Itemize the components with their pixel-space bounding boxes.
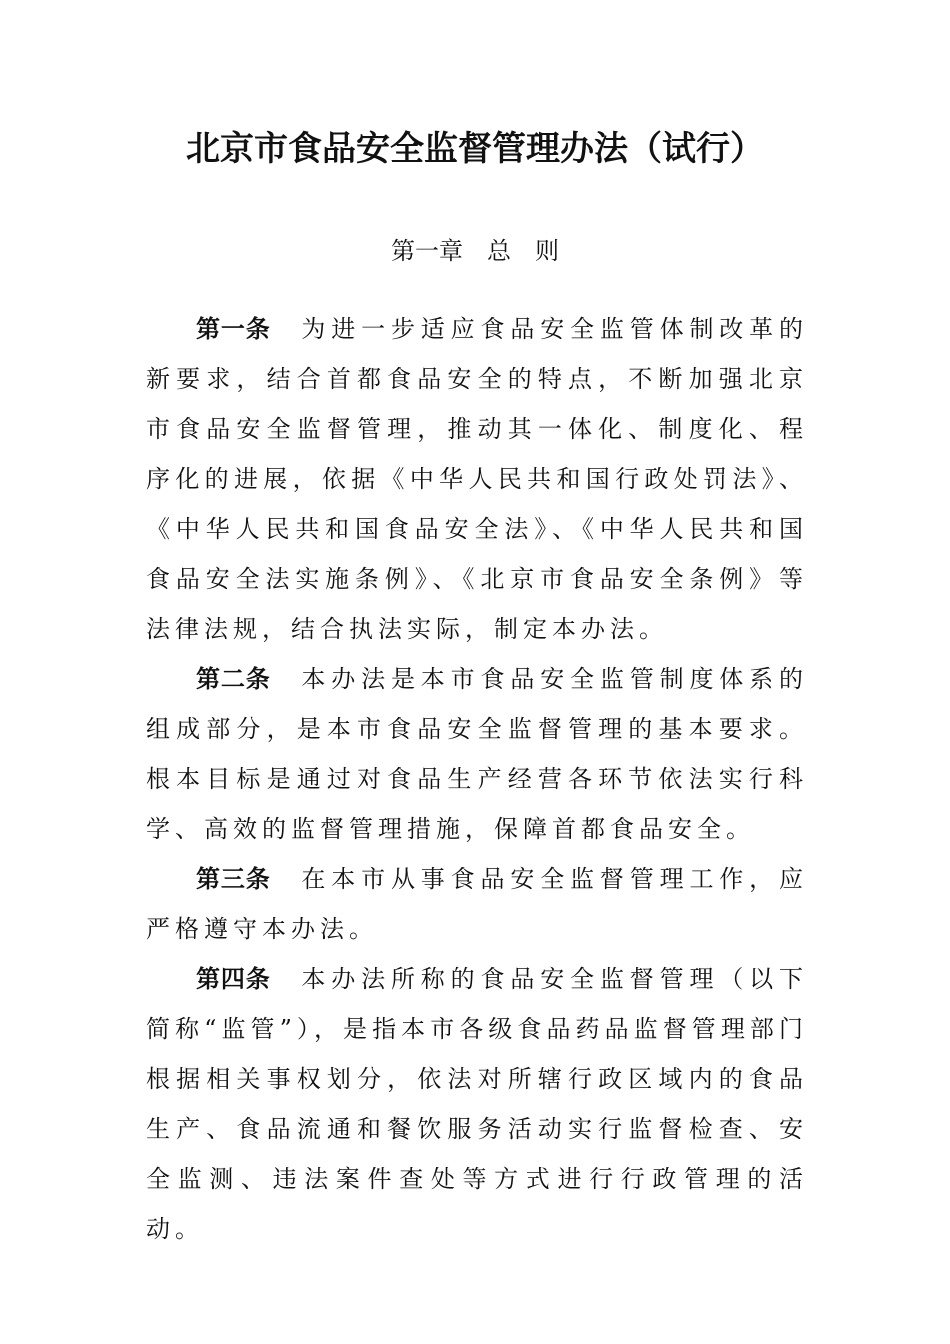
article-2 <box>146 654 808 854</box>
article-3 <box>146 854 808 954</box>
article-label: 第三条 <box>196 865 271 893</box>
article-text: 为进一步适应食品安全监管体制改革的新要求，结合首都食品安全的特点，不断加强北京市食品安全监督管理，推动其一体化、制度化、程序化的进展，依据《中华人民共和国行政处罚法》、《中华人民共和国食品安全法》、《中华人民共和国食品安全法实施条例》、《北京市食品安全条例》等法律法规，结合执法实际，制定本办法。 <box>146 315 809 643</box>
article-text: 本办法所称的食品安全监督管理（以下简称“监管”），是指本市各级食品药品监督管理部门根据相关事权划分，依法对所辖行政区域内的食品生产、食品流通和餐饮服务活动实行监督检查、安全监测、违法案件查处等方式进行行政管理的活动。 <box>146 965 809 1243</box>
article-text: 本办法是本市食品安全监管制度体系的组成部分，是本市食品安全监督管理的基本要求。根本目标是通过对食品生产经营各环节依法实行科学、高效的监督管理措施，保障首都食品安全。 <box>146 665 809 843</box>
document-title: 北京市食品安全监督管理办法（试行） <box>186 129 764 169</box>
article-4 <box>146 954 808 1254</box>
chapter-title: 第一章 总 则 <box>391 237 559 265</box>
document-body <box>146 304 808 1254</box>
article-text: 在本市从事食品安全监督管理工作，应严格遵守本办法。 <box>146 865 809 943</box>
article-1 <box>146 304 808 654</box>
article-label: 第一条 <box>196 315 271 343</box>
article-label: 第四条 <box>196 965 271 993</box>
article-label: 第二条 <box>196 665 271 693</box>
